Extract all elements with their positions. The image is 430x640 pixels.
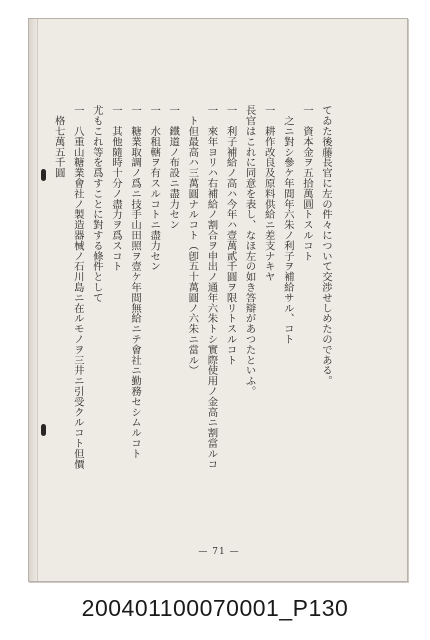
text-column: ト但最高ハ三萬圓ナルコト（卽五十萬圓ノ六朱ニ當ル） <box>186 105 199 376</box>
document-page <box>28 18 408 582</box>
page-binding-edge <box>29 19 38 581</box>
vertical-text-body <box>49 105 335 469</box>
binding-hole-icon <box>41 169 46 181</box>
text-column: 之ニ對シ參ケ年間年六朱ノ利子ヲ補給サル、コト <box>281 105 294 345</box>
text-column: 一 利子補給ノ高ハ今年ハ壹萬貳千圓ヲ限リトスルコト <box>224 105 237 365</box>
text-column: 一 來年ヨリハ右補給ノ割合ヲ申出ノ通年六朱トシ實際使用ノ金高ニ割當ルコ <box>205 105 218 469</box>
binding-hole-icon <box>41 424 46 436</box>
text-column: 一 水租轄ヲ有スルコトニ盡力セン <box>148 105 161 272</box>
text-column: 一 糖業取調ノ爲ニ技手山田照ヲ壹ケ年間無給ニテ會社ニ勤務セシムルコト <box>129 105 142 459</box>
image-caption: 200401100070001_P130 <box>81 595 349 621</box>
text-column: 一 資本金ヲ五拾萬圓トスルコト <box>300 105 313 261</box>
text-column: 尤もこれ等を爲すことに對する條件として <box>90 105 103 303</box>
text-column: 一 八重山糖業會社ノ製造器械ノ石川島ニ在ルモノヲ三井ニ引受クルコト但價 <box>71 105 84 469</box>
text-column: 長官はこれに同意を表し、なほ左の如き答辯があつたといふ。 <box>243 105 256 397</box>
text-column: 格七萬五千圓 <box>52 105 65 178</box>
text-column: 一 其他隨時十分ノ盡力ヲ爲スコト <box>109 105 122 272</box>
text-column: てゐた後藤長官に左の件々について交渉せしめたのである。 <box>320 105 332 386</box>
page-number: — 71 — <box>198 547 240 557</box>
text-column: 一 鐵道ノ布設ニ盡力セン <box>167 105 180 230</box>
text-column: 一 耕作改良及原料供給ニ差支ナキヤ <box>262 105 275 282</box>
